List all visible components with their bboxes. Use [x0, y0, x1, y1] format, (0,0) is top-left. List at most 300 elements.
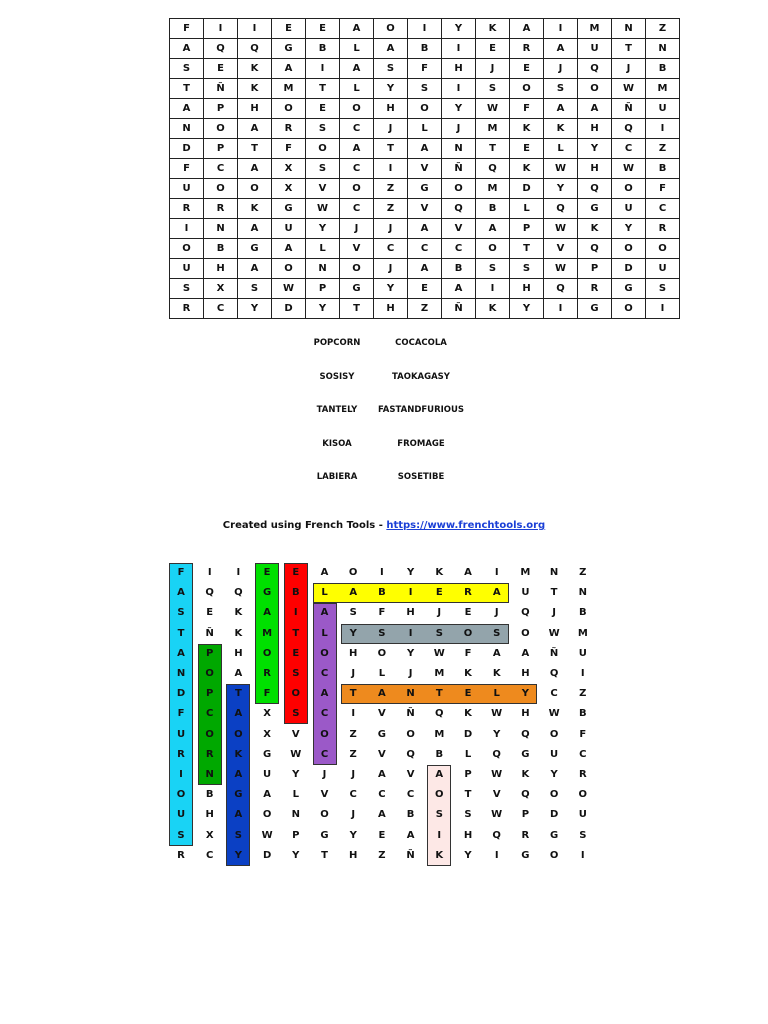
grid-cell: D	[612, 259, 646, 279]
solution-cell: O	[320, 728, 329, 740]
grid-cell: Y	[578, 139, 612, 159]
grid-cell: A	[238, 119, 272, 139]
solution-cell: Z	[579, 567, 587, 578]
puzzle-grid	[169, 18, 680, 319]
grid-cell: C	[340, 119, 374, 139]
solution-cell: W	[491, 809, 503, 821]
solution-cell: E	[292, 567, 300, 578]
solution-cell: A	[234, 668, 243, 679]
grid-cell: Q	[544, 199, 578, 219]
grid-cell: K	[510, 159, 544, 179]
solution-cell: J	[351, 809, 356, 821]
grid-cell: P	[306, 279, 340, 299]
solution-cell: Z	[378, 849, 386, 861]
grid-cell: G	[272, 39, 306, 59]
grid-cell: B	[646, 159, 680, 179]
solution-cell: W	[491, 708, 503, 720]
solution-cell: N	[406, 688, 415, 700]
solution-cell: M	[434, 728, 445, 740]
solution-cell: S	[378, 627, 386, 639]
solution-cell: O	[549, 728, 559, 740]
solution-cell: I	[380, 567, 384, 578]
grid-cell: S	[170, 59, 204, 79]
grid-cell: I	[544, 19, 578, 39]
solution-cell: A	[263, 789, 271, 801]
grid-cell: B	[476, 199, 510, 219]
grid-cell: I	[238, 19, 272, 39]
solution-cell: Y	[406, 567, 415, 578]
grid-cell: I	[204, 19, 238, 39]
solution-cell: Q	[492, 748, 501, 760]
grid-cell: I	[442, 39, 476, 59]
grid-cell: A	[578, 99, 612, 119]
grid-cell: K	[578, 219, 612, 239]
word-item: TAOKAGASY	[392, 371, 450, 382]
solution-cell: I	[408, 627, 413, 639]
solution-cell: R	[521, 829, 530, 841]
credit-text: Created using French Tools -	[222, 520, 387, 531]
grid-cell: N	[306, 259, 340, 279]
grid-cell: Q	[544, 279, 578, 299]
grid-row	[170, 299, 680, 319]
grid-cell: J	[442, 119, 476, 139]
solution-cell: T	[435, 688, 443, 700]
grid-cell: Ñ	[442, 299, 476, 319]
solution-cell: C	[378, 789, 386, 801]
grid-cell: O	[340, 179, 374, 199]
solution-cell: E	[464, 688, 472, 700]
solution-cell: X	[263, 728, 271, 740]
grid-row	[170, 199, 680, 219]
solution-cell: U	[521, 587, 530, 599]
grid-cell: W	[476, 99, 510, 119]
solution-cell: G	[521, 748, 530, 760]
grid-cell: F	[646, 179, 680, 199]
grid-cell: Y	[374, 279, 408, 299]
solution-cell: G	[234, 789, 243, 801]
grid-cell: A	[510, 19, 544, 39]
solution-cell: A	[234, 809, 243, 821]
solution-cell: O	[549, 849, 559, 861]
grid-cell: K	[238, 79, 272, 99]
grid-cell: O	[170, 239, 204, 259]
solution-cell: A	[234, 769, 243, 780]
solution-cell: Q	[521, 728, 530, 740]
solution-cell: C	[206, 708, 214, 720]
grid-cell: W	[306, 199, 340, 219]
solution-cell: Z	[349, 728, 357, 740]
grid-cell: J	[612, 59, 646, 79]
grid-cell: A	[544, 99, 578, 119]
grid-cell: A	[170, 39, 204, 59]
word-item: KISOA	[322, 438, 352, 449]
grid-cell: S	[306, 119, 340, 139]
grid-cell: K	[238, 199, 272, 219]
solution-cell: J	[494, 607, 499, 619]
grid-cell: Q	[578, 239, 612, 259]
solution-cell: E	[464, 607, 472, 619]
grid-cell: N	[442, 139, 476, 159]
solution-cell: W	[433, 647, 445, 659]
solution-cell: J	[552, 607, 556, 619]
grid-cell: M	[476, 119, 510, 139]
grid-cell: O	[204, 179, 238, 199]
solution-cell: S	[234, 829, 242, 841]
word-item: SOSISY	[319, 371, 355, 382]
solution-cell: A	[320, 688, 329, 700]
solution-cell: O	[320, 809, 329, 821]
solution-cell: G	[320, 829, 329, 841]
word-item: FROMAGE	[397, 438, 445, 449]
grid-cell: I	[442, 79, 476, 99]
grid-cell: J	[476, 59, 510, 79]
solution-cell: J	[408, 668, 413, 679]
grid-cell: A	[272, 59, 306, 79]
solution-cell: T	[349, 688, 357, 700]
grid-cell: O	[578, 79, 612, 99]
grid-cell: K	[476, 19, 510, 39]
grid-cell: I	[544, 299, 578, 319]
grid-cell: F	[272, 139, 306, 159]
solution-cell: F	[177, 708, 185, 720]
solution-cell: O	[205, 668, 214, 679]
grid-cell: V	[408, 159, 442, 179]
grid-cell: M	[272, 79, 306, 99]
solution-cell: B	[406, 809, 415, 821]
solution-cell: C	[406, 789, 415, 801]
solution-cell: T	[234, 688, 242, 700]
solution-cell: I	[179, 769, 183, 780]
grid-cell: Ñ	[612, 99, 646, 119]
solution-cell: V	[492, 789, 501, 801]
solution-cell: W	[548, 627, 560, 639]
solution-cell: E	[435, 587, 443, 599]
grid-cell: S	[476, 79, 510, 99]
word-item: COCACOLA	[395, 338, 447, 348]
solution-cell: K	[435, 849, 444, 861]
solution-cell: V	[320, 789, 329, 801]
solution-cell: O	[262, 809, 272, 821]
solution-cell: R	[263, 668, 271, 679]
grid-row	[170, 159, 680, 179]
grid-cell: O	[306, 139, 340, 159]
grid-cell: A	[340, 19, 374, 39]
solution-cell: V	[291, 728, 300, 740]
grid-cell: W	[544, 159, 578, 179]
grid-cell: C	[612, 139, 646, 159]
solution-cell: C	[206, 849, 214, 861]
grid-cell: J	[374, 119, 408, 139]
grid-cell: Q	[204, 39, 238, 59]
grid-cell: J	[544, 59, 578, 79]
solution-cell: X	[263, 708, 271, 720]
grid-cell: A	[340, 59, 374, 79]
grid-cell: T	[510, 239, 544, 259]
grid-cell: A	[476, 219, 510, 239]
grid-cell: A	[170, 99, 204, 119]
solution-cell: Y	[464, 849, 472, 861]
solution-cell: H	[406, 607, 415, 619]
solution-cell: H	[205, 809, 214, 821]
grid-cell: O	[238, 179, 272, 199]
solution-cell: I	[494, 849, 499, 861]
grid-cell: O	[340, 99, 374, 119]
solution-cell: D	[262, 849, 272, 861]
solution-cell: S	[464, 809, 472, 821]
solution-cell: V	[406, 769, 415, 780]
solution-cell: I	[351, 708, 356, 720]
grid-cell: O	[612, 239, 646, 259]
solution-cell: B	[291, 587, 300, 599]
grid-cell: W	[612, 159, 646, 179]
grid-row	[170, 79, 680, 99]
solution-cell: G	[262, 748, 272, 760]
grid-cell: S	[306, 159, 340, 179]
credit-link[interactable]: https://www.frenchtools.org	[386, 520, 546, 531]
grid-cell: T	[612, 39, 646, 59]
grid-cell: Y	[306, 219, 340, 239]
solution-cell: O	[234, 728, 243, 740]
grid-cell: E	[306, 99, 340, 119]
solution-cell: Z	[579, 688, 587, 700]
grid-cell: H	[204, 259, 238, 279]
solution-cell: A	[435, 769, 444, 780]
grid-cell: K	[476, 299, 510, 319]
grid-cell: Q	[238, 39, 272, 59]
solution-cell: F	[263, 688, 271, 700]
grid-cell: I	[408, 19, 442, 39]
solution-cell: A	[349, 587, 358, 599]
solution-cell: N	[549, 567, 559, 578]
grid-row	[170, 99, 680, 119]
solution-cell: Q	[521, 607, 530, 619]
solution-cell: B	[578, 607, 587, 619]
grid-row	[170, 259, 680, 279]
grid-cell: B	[306, 39, 340, 59]
grid-cell: K	[510, 119, 544, 139]
grid-cell: V	[340, 239, 374, 259]
solution-cell: B	[378, 587, 386, 599]
grid-cell: K	[544, 119, 578, 139]
grid-row	[170, 39, 680, 59]
solution-cell: M	[262, 627, 273, 639]
solution-cell: O	[521, 627, 530, 639]
grid-cell: F	[170, 159, 204, 179]
grid-cell: M	[476, 179, 510, 199]
solution-cell: P	[206, 647, 214, 659]
grid-cell: P	[204, 139, 238, 159]
grid-cell: I	[646, 119, 680, 139]
solution-cell: K	[234, 748, 243, 760]
solution-cell: N	[205, 769, 214, 780]
grid-cell: O	[272, 99, 306, 119]
solution-cell: A	[492, 587, 501, 599]
solution-cell: O	[377, 647, 387, 659]
solution-cell: H	[521, 708, 530, 720]
solution-cell: L	[378, 668, 386, 679]
grid-cell: V	[544, 239, 578, 259]
solution-cell: H	[234, 647, 243, 659]
grid-cell: H	[510, 279, 544, 299]
grid-cell: D	[170, 139, 204, 159]
grid-cell: Q	[578, 179, 612, 199]
solution-cell: J	[351, 668, 356, 679]
grid-cell: C	[374, 239, 408, 259]
grid-cell: A	[374, 39, 408, 59]
grid-cell: O	[612, 299, 646, 319]
grid-cell: E	[272, 19, 306, 39]
grid-cell: C	[646, 199, 680, 219]
grid-cell: G	[272, 199, 306, 219]
solution-cell: R	[177, 849, 185, 861]
grid-cell: M	[578, 19, 612, 39]
solution-cell: L	[292, 789, 299, 801]
grid-cell: Y	[374, 79, 408, 99]
solution-cell: H	[463, 829, 473, 841]
credit-line	[0, 520, 768, 531]
solution-cell: Z	[349, 748, 357, 760]
grid-cell: A	[408, 219, 442, 239]
solution-cell: O	[463, 627, 473, 639]
grid-cell: A	[544, 39, 578, 59]
solution-cell: W	[548, 708, 560, 720]
solution-cell: T	[321, 849, 328, 861]
grid-cell: X	[204, 279, 238, 299]
grid-cell: F	[408, 59, 442, 79]
solution-cell: D	[549, 809, 559, 821]
grid-cell: L	[340, 79, 374, 99]
grid-cell: H	[374, 99, 408, 119]
grid-row	[170, 19, 680, 39]
grid-cell: T	[374, 139, 408, 159]
solution-cell: Ñ	[406, 849, 415, 861]
grid-cell: Z	[408, 299, 442, 319]
solution-cell: E	[263, 567, 271, 578]
grid-cell: E	[408, 279, 442, 299]
solution-cell: W	[261, 829, 273, 841]
grid-cell: D	[272, 299, 306, 319]
solution-cell: R	[464, 587, 472, 599]
grid-cell: Y	[510, 299, 544, 319]
solution-cell: R	[177, 748, 185, 760]
grid-cell: W	[544, 259, 578, 279]
grid-cell: A	[238, 159, 272, 179]
solution-cell: G	[549, 829, 559, 841]
grid-cell: P	[204, 99, 238, 119]
grid-cell: G	[340, 279, 374, 299]
solution-cell: H	[349, 647, 358, 659]
solution-cell: S	[435, 627, 443, 639]
grid-cell: J	[374, 219, 408, 239]
grid-cell: A	[408, 139, 442, 159]
grid-cell: P	[578, 259, 612, 279]
word-item: POPCORN	[313, 338, 361, 348]
grid-cell: S	[408, 79, 442, 99]
grid-cell: T	[340, 299, 374, 319]
grid-cell: H	[238, 99, 272, 119]
solution-cell: Y	[292, 849, 300, 861]
grid-cell: I	[306, 59, 340, 79]
grid-cell: V	[408, 199, 442, 219]
solution-cell: W	[290, 748, 302, 760]
solution-cell: P	[521, 809, 530, 821]
solution-cell: E	[292, 647, 300, 659]
solution-cell: O	[549, 789, 559, 801]
solution-cell: C	[579, 748, 587, 760]
grid-cell: S	[510, 259, 544, 279]
solution-cell: Y	[521, 688, 530, 700]
solution-cell: E	[378, 829, 386, 841]
grid-cell: O	[510, 79, 544, 99]
solution-grid	[168, 563, 598, 863]
grid-cell: L	[340, 39, 374, 59]
grid-cell: T	[306, 79, 340, 99]
grid-cell: I	[374, 159, 408, 179]
solution-cell: A	[263, 607, 271, 619]
grid-cell: E	[204, 59, 238, 79]
solution-cell: U	[550, 748, 559, 760]
solution-cell: S	[292, 708, 300, 720]
grid-cell: A	[238, 219, 272, 239]
solution-cell: Q	[492, 829, 501, 841]
grid-cell: O	[204, 119, 238, 139]
grid-cell: R	[646, 219, 680, 239]
solution-cell: R	[578, 769, 587, 780]
grid-cell: C	[408, 239, 442, 259]
solution-cell: B	[205, 789, 214, 801]
grid-cell: U	[612, 199, 646, 219]
grid-row	[170, 279, 680, 299]
solution-cell: K	[234, 607, 243, 619]
grid-cell: H	[578, 159, 612, 179]
solution-cell: F	[464, 647, 472, 659]
grid-cell: O	[408, 99, 442, 119]
grid-cell: Y	[612, 219, 646, 239]
solution-cell: Q	[406, 748, 415, 760]
solution-cell: S	[177, 829, 185, 841]
word-item: SOSETIBE	[397, 472, 445, 482]
solution-cell: Q	[435, 708, 444, 720]
grid-cell: U	[170, 259, 204, 279]
solution-cell: O	[262, 647, 272, 659]
solution-cell: C	[349, 789, 357, 801]
solution-cell: S	[579, 829, 587, 841]
highlight-fastandfurious	[169, 563, 193, 846]
solution-cell: I	[494, 567, 499, 578]
solution-cell: Q	[521, 789, 530, 801]
grid-cell: T	[238, 139, 272, 159]
solution-cell: U	[176, 728, 186, 740]
grid-cell: G	[612, 279, 646, 299]
grid-cell: J	[340, 219, 374, 239]
solution-cell: M	[434, 668, 445, 679]
solution-cell: S	[292, 668, 300, 679]
solution-cell: S	[349, 607, 357, 619]
solution-cell: I	[437, 829, 442, 841]
grid-cell: S	[238, 279, 272, 299]
solution-cell: A	[492, 647, 501, 659]
grid-cell: P	[510, 219, 544, 239]
grid-row	[170, 59, 680, 79]
solution-cell: Ñ	[549, 647, 559, 659]
solution-cell: Q	[205, 587, 214, 599]
solution-cell: O	[435, 789, 444, 801]
grid-cell: Q	[578, 59, 612, 79]
grid-cell: E	[510, 59, 544, 79]
solution-cell: K	[464, 668, 472, 679]
solution-cell: T	[464, 789, 472, 801]
grid-cell: O	[340, 259, 374, 279]
